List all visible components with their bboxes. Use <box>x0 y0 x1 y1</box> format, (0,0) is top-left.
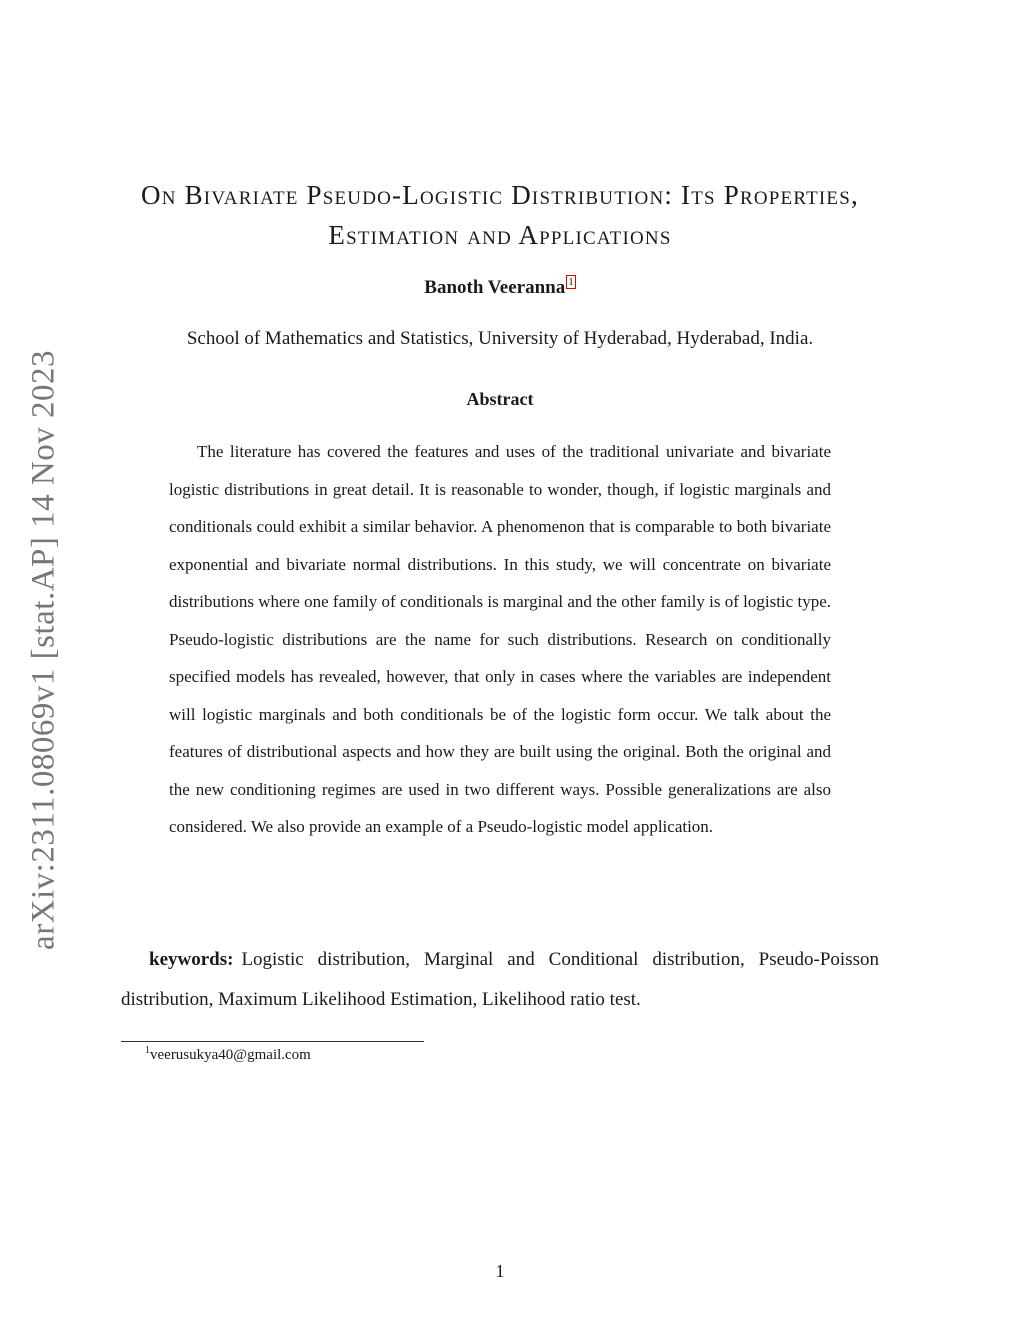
footnote-email: veerusukya40@gmail.com <box>150 1047 311 1063</box>
footnote-mark: 1 <box>145 1045 150 1056</box>
arxiv-identifier-stamp: arXiv:2311.08069v1 [stat.AP] 14 Nov 2023 <box>25 350 62 950</box>
keywords-paragraph <box>121 940 879 1020</box>
footnote-divider <box>121 1041 424 1042</box>
author-affiliation: School of Mathematics and Statistics, University of Hyderabad, Hyderabad, India. <box>186 328 814 349</box>
footnote <box>145 1045 311 1064</box>
paper-title-line-1: On Bivariate Pseudo-Logistic Distribution: Its Properties, <box>141 180 859 210</box>
abstract-text: The literature has covered the features and uses of the traditional univariate and bivariate logistic distributions in great detail. It is reasonable to wonder, though, if logistic marginals and conditionals could exhibit a similar behavior. A phenomenon that is comparable to both bivariate exponential and bivariate normal distributions. In this study, we will concentrate on bivariate distributions where one family of conditionals is marginal and the other family is of logistic type. Pseudo-logistic distributions are the name for such distributions. Research on conditionally specified models has revealed, however, that only in cases where the variables are independent will logistic marginals and both conditionals be of the logistic form occur. We talk about the features of distributional aspects and how they are built using the original. Both the original and the new conditioning regimes are used in two different ways. Possible generalizations are also considered. We also provide an example of a Pseudo-logistic model application. <box>169 442 831 836</box>
author-footnote-link[interactable]: 1 <box>568 276 574 288</box>
abstract-heading: Abstract <box>466 389 534 409</box>
author-name: Banoth Veeranna <box>424 277 566 298</box>
paper-title-line-2: Estimation and Applications <box>328 220 672 250</box>
page-number: 1 <box>495 1261 505 1281</box>
paper-title <box>100 175 900 255</box>
keywords-text: Logistic distribution, Marginal and Conditional distribution, Pseudo-Poisson distribution, Maximum Likelihood Estimation, Likelihood ratio test. <box>121 949 879 1010</box>
keywords-label: keywords: <box>149 949 234 970</box>
author-block <box>0 276 1000 299</box>
